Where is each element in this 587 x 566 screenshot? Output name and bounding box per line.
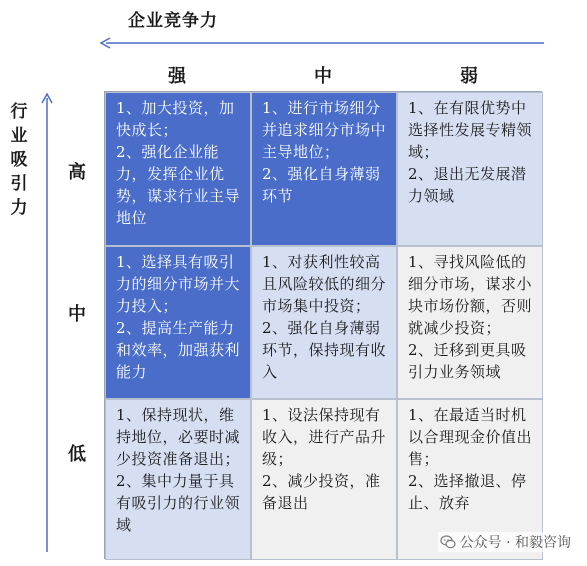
wechat-icon [440, 534, 456, 550]
column-header-medium: 中 [314, 66, 332, 87]
horizontal-axis-label: 企业竞争力 [128, 11, 218, 31]
matrix-cell: 1、保持现状，维持地位，必要时减少投资准备退出； 2、集中力量于具有吸引力的行业领域 [105, 399, 251, 560]
matrix-cell: 1、对获利性较高且风险较低的细分市场集中投资； 2、强化自身薄弱环节，保持现有收入 [251, 246, 397, 399]
row-header-medium: 中 [68, 304, 86, 325]
matrix-cell: 1、在有限优势中选择性发展专精领域； 2、退出无发展潜力领域 [397, 92, 543, 246]
vertical-axis-label: 行业吸引力 [10, 102, 28, 218]
matrix-cell: 1、加大投资，加快成长； 2、强化企业能力，发挥企业优势，谋求行业主导地位 [105, 92, 251, 246]
matrix-cell: 1、进行市场细分并追求细分市场中主导地位； 2、强化自身薄弱环节 [251, 92, 397, 246]
strategy-matrix [104, 91, 542, 559]
watermark-text: 公众号 · 和毅咨询 [459, 535, 571, 551]
matrix-cell: 1、在最适当时机以合理现金价值出售； 2、选择撤退、停止、放弃 [397, 399, 543, 560]
watermark [438, 532, 573, 552]
matrix-cell: 1、设法保持现有收入，进行产品升级； 2、减少投资，准备退出 [251, 399, 397, 560]
matrix-cell: 1、寻找风险低的细分市场，谋求小块市场份额，否则就减少投资； 2、迁移到更具吸引力业务领域 [397, 246, 543, 399]
row-header-low: 低 [68, 444, 86, 465]
matrix-cell: 1、选择具有吸引力的细分市场并大力投入； 2、提高生产能力和效率，加强获利能力 [105, 246, 251, 399]
column-header-weak: 弱 [460, 66, 478, 87]
column-header-strong: 强 [168, 66, 186, 87]
vertical-axis-arrow [40, 92, 54, 552]
row-header-high: 高 [68, 162, 86, 183]
horizontal-axis-arrow [98, 36, 544, 50]
